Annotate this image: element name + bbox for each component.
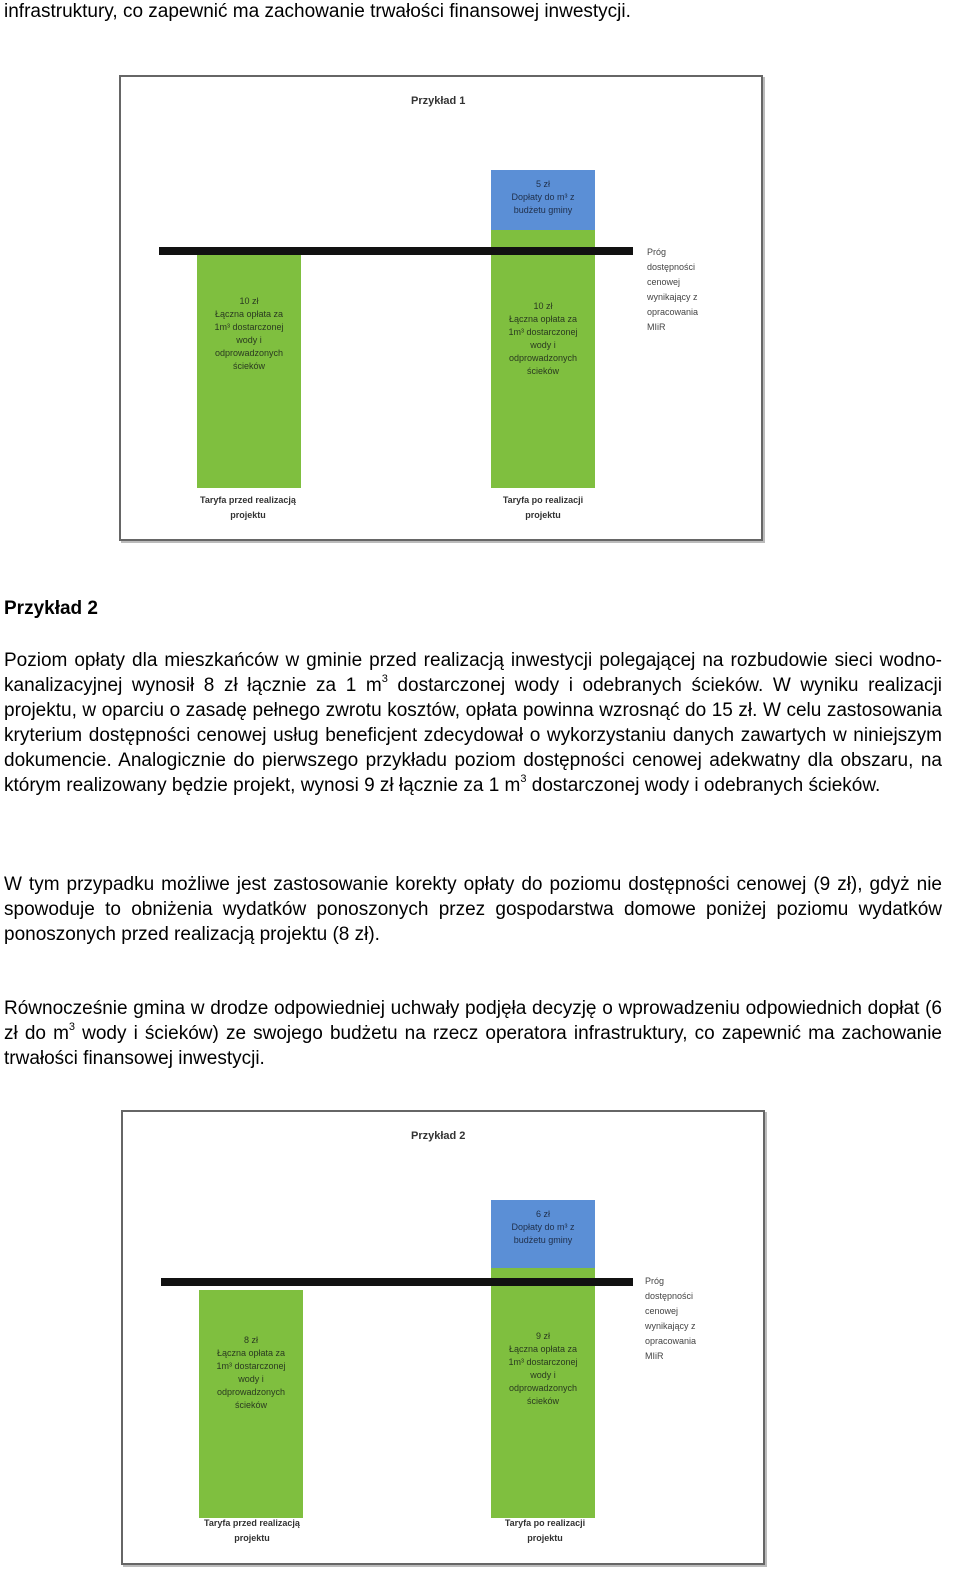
axis-label-after: Taryfa po realizacji projektu bbox=[504, 1518, 586, 1543]
bar-label: 5 zł Dopłaty do m³ z budżetu gminy bbox=[511, 179, 575, 215]
figure-example-2 bbox=[121, 1110, 765, 1565]
figure-title: Przykład 2 bbox=[411, 1130, 466, 1142]
para3-text-b: wody i ścieków) ze swojego budżetu na rzecz operatora infrastruktury, co zapewnić ma zachowanie trwałości finansowej inwestycji. bbox=[4, 1023, 942, 1069]
paragraph-2 bbox=[4, 872, 942, 947]
para1-text-c: dostarczonej wody i odebranych ścieków. bbox=[526, 775, 881, 796]
section-heading: Przykład 2 bbox=[4, 598, 98, 619]
threshold-label: Próg dostępności cenowej wynikający z opracowania MIiR bbox=[645, 1276, 697, 1361]
para2-text: W tym przypadku możliwe jest zastosowanie korekty opłaty do poziomu dostępności cenowej (9 zł), gdyż nie spowoduje to obniżenia wydatków ponoszonych przez gospodarstwa domowe poniżej poziomu wydatków ponoszonych przed realizacją projektu (8 zł). bbox=[4, 874, 942, 945]
top-text-line: infrastruktury, co zapewnić ma zachowanie trwałości finansowej inwestycji. bbox=[4, 1, 631, 22]
bar-label: 10 zł Łączna opłata za 1m³ dostarczonej wody i odprowadzonych ścieków bbox=[508, 301, 578, 376]
bar-after-base bbox=[491, 1268, 595, 1518]
para1-text-b: dostarczonej wody i odebranych ścieków. W wyniku realizacji projektu, w oparciu o zasadę pełnego zwrotu kosztów, opłata powinna wzrosnąć do 15 zł. W celu zastosowania kryterium dostępności cenowej usług beneficjent zdecydował o wykorzystaniu danych zawartych w niniejszym dokumencie. Analogicznie do pierwszego przykładu poziom dostępności cenowej adekwatny dla obszaru, na którym realizowany będzie projekt, wynosi 9 zł łącznie za 1 m bbox=[4, 675, 942, 796]
bar-label: 6 zł Dopłaty do m³ z budżetu gminy bbox=[511, 1209, 575, 1245]
bar-after-base bbox=[491, 230, 595, 488]
axis-label-before: Taryfa przed realizacją projektu bbox=[204, 1518, 300, 1543]
affordability-threshold-line bbox=[161, 1278, 633, 1286]
affordability-threshold-line bbox=[159, 247, 633, 255]
paragraph-1 bbox=[4, 648, 942, 798]
superscript: 3 bbox=[381, 672, 388, 685]
para1-text-a: Poziom opłaty dla mieszkańców w gminie przed realizacją inwestycji polegającej na rozbudowie sieci wodno-kanalizacyjnej wynosił 8 zł łącznie za 1 m bbox=[4, 650, 942, 696]
bar-before bbox=[199, 1290, 303, 1518]
axis-label-before: Taryfa przed realizacją projektu bbox=[200, 495, 296, 520]
figure-title: Przykład 1 bbox=[411, 95, 466, 107]
bar-label: 9 zł Łączna opłata za 1m³ dostarczonej wody i odprowadzonych ścieków bbox=[508, 1331, 578, 1406]
paragraph-3 bbox=[4, 996, 942, 1071]
bar-label: 10 zł Łączna opłata za 1m³ dostarczonej wody i odprowadzonych ścieków bbox=[214, 296, 284, 371]
axis-label-after: Taryfa po realizacji projektu bbox=[502, 495, 584, 520]
figure-example-1 bbox=[119, 75, 763, 541]
bar-before bbox=[197, 255, 301, 488]
superscript: 3 bbox=[68, 1020, 76, 1033]
bar-after-top bbox=[491, 1200, 595, 1268]
threshold-label: Próg dostępności cenowej wynikający z opracowania MIiR bbox=[647, 247, 699, 332]
bar-after-top bbox=[491, 170, 595, 230]
para3-text-a: Równocześnie gmina w drodze odpowiedniej uchwały podjęła decyzję o wprowadzeniu odpowiednich dopłat (6 zł do m bbox=[4, 998, 942, 1044]
superscript: 3 bbox=[520, 772, 527, 785]
bar-label: 8 zł Łączna opłata za 1m³ dostarczonej wody i odprowadzonych ścieków bbox=[216, 1335, 286, 1410]
